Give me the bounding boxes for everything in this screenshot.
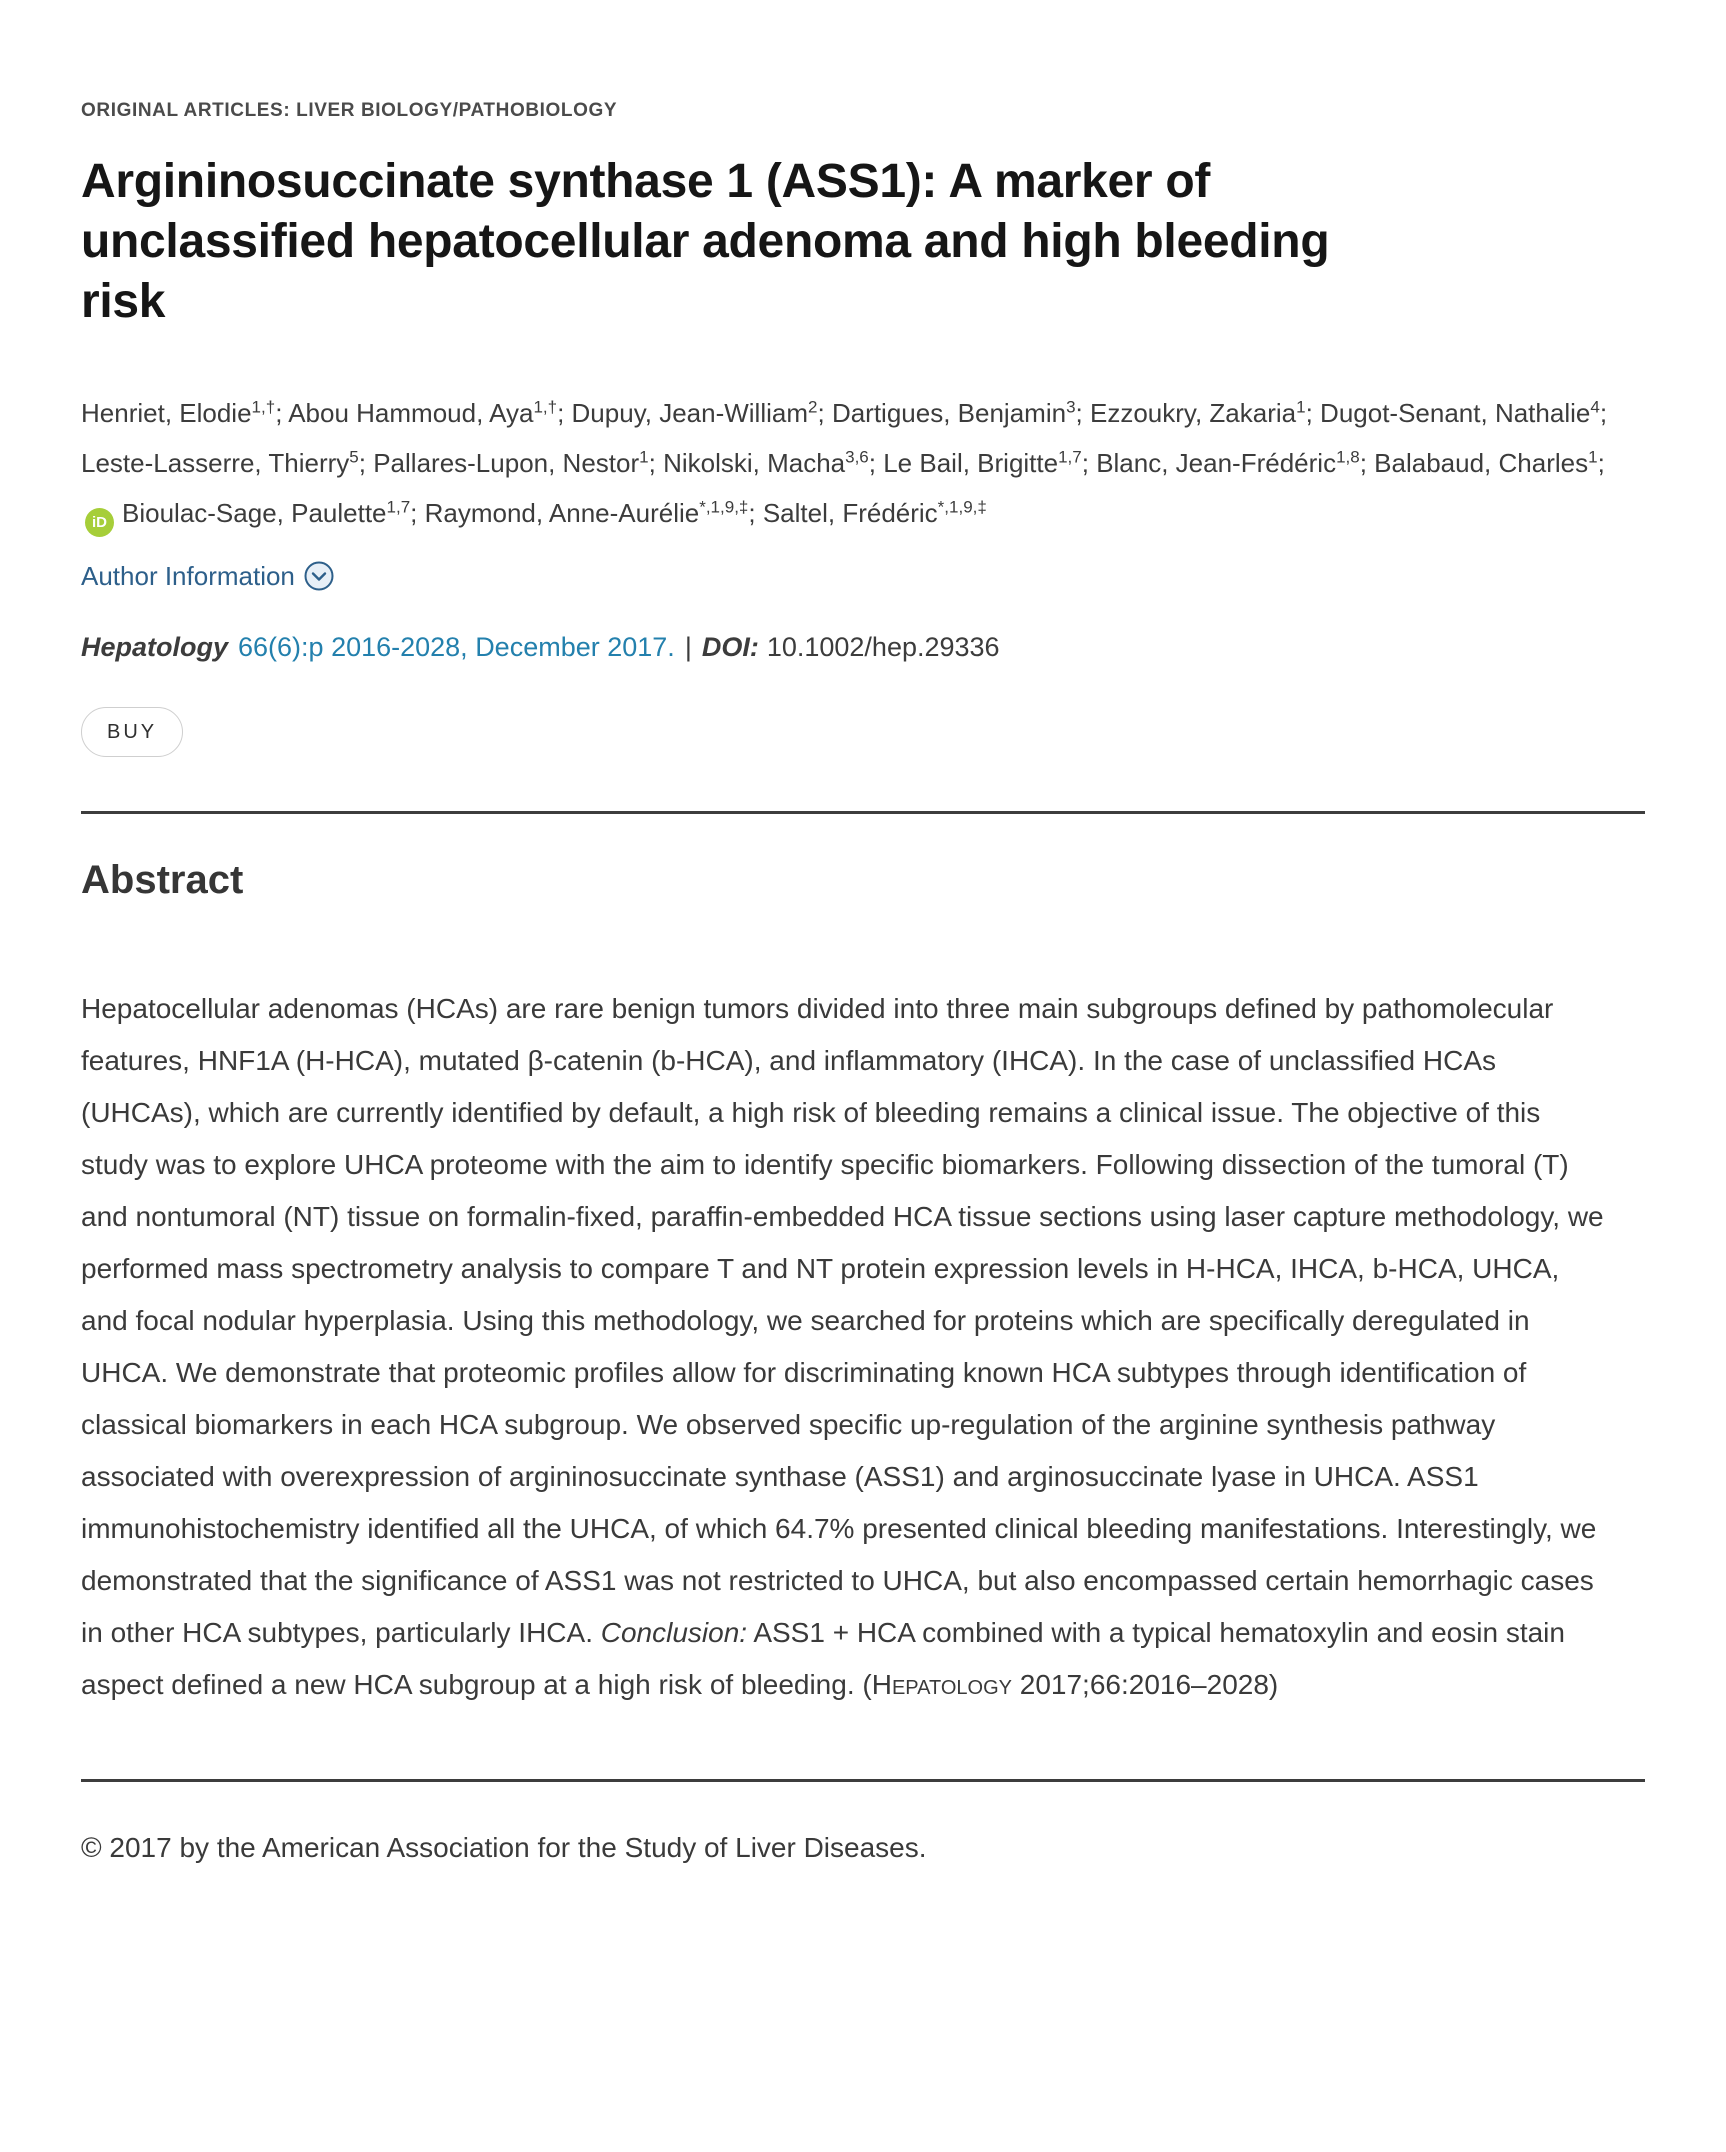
author-name: Nikolski, Macha$^{3,6}$ — [663, 447, 869, 478]
abstract-text-segment: ASS1 + HCA combined with a typical hematoxylin and eosin stain aspect defined a new HCA subgroup at a high risk of bleeding. ( — [81, 1617, 1565, 1700]
author-name: Abou Hammoud, Aya$^{1,\dagger}$ — [288, 397, 558, 428]
author-name: Henriet, Elodie$^{1,\dagger}$ — [81, 397, 276, 428]
author-affiliation-sup: 1 — [639, 447, 649, 467]
author-affiliation-sup: 1 — [1588, 447, 1598, 467]
author-name: Le Bail, Brigitte$^{1,7}$ — [883, 447, 1082, 478]
author-affiliation-sup: 1,7 — [386, 497, 411, 517]
abstract-text-segment: 2017;66:2016–2028) — [1011, 1669, 1279, 1700]
abstract-text — [81, 983, 1611, 1711]
author-affiliation-sup: 2 — [808, 397, 818, 417]
author-name: Blanc, Jean-Frédéric$^{1,8}$ — [1096, 447, 1360, 478]
journal-citation-smallcaps: Hepatology — [871, 1669, 1012, 1700]
author-affiliation-sup: 5 — [349, 447, 359, 467]
doi-label: DOI: — [701, 632, 759, 662]
author-name: Balabaud, Charles$^1$ — [1374, 447, 1598, 478]
author-name: Dugot-Senant, Nathalie$^4$ — [1320, 397, 1600, 428]
journal-name: Hepatology — [81, 632, 229, 662]
author-name: Leste-Lasserre, Thierry$^5$ — [81, 447, 359, 478]
author-affiliation-sup: 1 — [1296, 397, 1306, 417]
author-affiliation-sup: 3,6 — [845, 447, 869, 467]
author-name: Ezzoukry, Zakaria$^1$ — [1089, 397, 1306, 428]
conclusion-label: Conclusion: — [600, 1617, 748, 1648]
abstract-heading: Abstract — [81, 858, 244, 902]
chevron-down-circle-icon — [303, 560, 335, 592]
author-affiliation-sup: 1,† — [533, 397, 558, 417]
author-information-label: Author Information — [81, 560, 295, 591]
buy-button[interactable]: BUY — [81, 707, 183, 757]
author-affiliation-sup: 1,8 — [1336, 447, 1360, 467]
author-affiliation-sup: *,1,9,‡ — [699, 497, 749, 517]
author-name: Pallares-Lupon, Nestor$^1$ — [373, 447, 649, 478]
issue-link[interactable]: 66(6):p 2016-2028, December 2017. — [238, 632, 675, 662]
author-affiliation-sup: 4 — [1590, 397, 1600, 417]
divider-top — [81, 811, 1645, 814]
author-affiliation-sup: *,1,9,‡ — [937, 497, 987, 517]
doi-value: 10.1002/hep.29336 — [766, 632, 1000, 662]
author-name: Saltel, Frédéric$^{*,1,9,\ddagger}$ — [762, 497, 987, 528]
author-information-link[interactable] — [81, 560, 335, 592]
author-name: Raymond, Anne-Aurélie$^{*,1,9,\ddagger}$ — [424, 497, 749, 528]
abstract-text-segment: Hepatocellular adenomas (HCAs) are rare benign tumors divided into three main subgroups defined by pathomolecular features, HNF1A (H-HCA), mutated β-catenin (b-HCA), and inflammatory (IHCA). In the case of unclassified HCAs (UHCAs), which are currently identified by default, a high risk of bleeding remains a clinical issue. The objective of this study was to explore UHCA proteome with the aim to identify specific biomarkers. Following dissection of the tumoral (T) and nontumoral (NT) tissue on formalin-fixed, paraffin-embedded HCA tissue sections using laser capture methodology, we performed mass spectrometry analysis to compare T and NT protein expression levels in H-HCA, IHCA, b-HCA, UHCA, and focal nodular hyperplasia. Using this methodology, we searched for proteins which are specifically deregulated in UHCA. We demonstrate that proteomic profiles allow for discriminating known HCA subtypes through identification of classical biomarkers in each HCA subgroup. We observed specific up-regulation of the arginine synthesis pathway associated with overexpression of argininosuccinate synthase (ASS1) and arginosuccinate lyase in UHCA. ASS1 immunohistochemistry identified all the UHCA, of which 64.7% presented clinical bleeding manifestations. Interestingly, we demonstrated that the significance of ASS1 was not restricted to UHCA, but also encompassed certain hemorrhagic cases in other HCA subtypes, particularly IHCA. — [81, 993, 1604, 1648]
citation-separator: | — [684, 632, 692, 662]
author-name: Bioulac-Sage, Paulette$^{1,7}$ — [122, 497, 411, 528]
author-list: Henriet, Elodie$^{1,\dagger}$; Abou Hammoud, Aya$^{1,\dagger}$; Dupuy, Jean-William$^2$; Dartigues, Benjamin$^3$; Ezzoukry, Zakaria$^1$; Dugot-Senant, Nathalie$^4$; Leste-Lasserre, Thierry$^5$; Pallares-Lupon, Nestor$^1$; Nikolski, Macha$^{3,6}$; Le Bail, Brigitte$^{1,7}$; Blanc, Jean-Frédéric$^{1,8}$; Balabaud, Charles$^1$; iD Bioulac-Sage, Paulette$^{1,7}$; Raymond, Anne-Aurélie$^{*,1,9,\ddagger}$; Saltel, Frédéric$^{*,1,9,\ddagger}$ — [81, 388, 1645, 538]
author-affiliation-sup: 1,† — [251, 397, 276, 417]
copyright-notice: © 2017 by the American Association for the Study of Liver Diseases. — [81, 1832, 927, 1863]
divider-bottom — [81, 1779, 1645, 1782]
article-category: ORIGINAL ARTICLES: LIVER BIOLOGY/PATHOBIOLOGY — [81, 100, 618, 121]
author-affiliation-sup: 1,7 — [1058, 447, 1082, 467]
orcid-icon[interactable]: iD — [85, 508, 114, 537]
author-affiliation-sup: 3 — [1066, 397, 1076, 417]
article-title: Argininosuccinate synthase 1 (ASS1): A marker of unclassified hepatocellular adenoma and high bleeding risk — [81, 155, 1330, 328]
author-name: Dupuy, Jean-William$^2$ — [571, 397, 818, 428]
author-name: Dartigues, Benjamin$^3$ — [831, 397, 1076, 428]
citation-line — [81, 632, 1645, 663]
